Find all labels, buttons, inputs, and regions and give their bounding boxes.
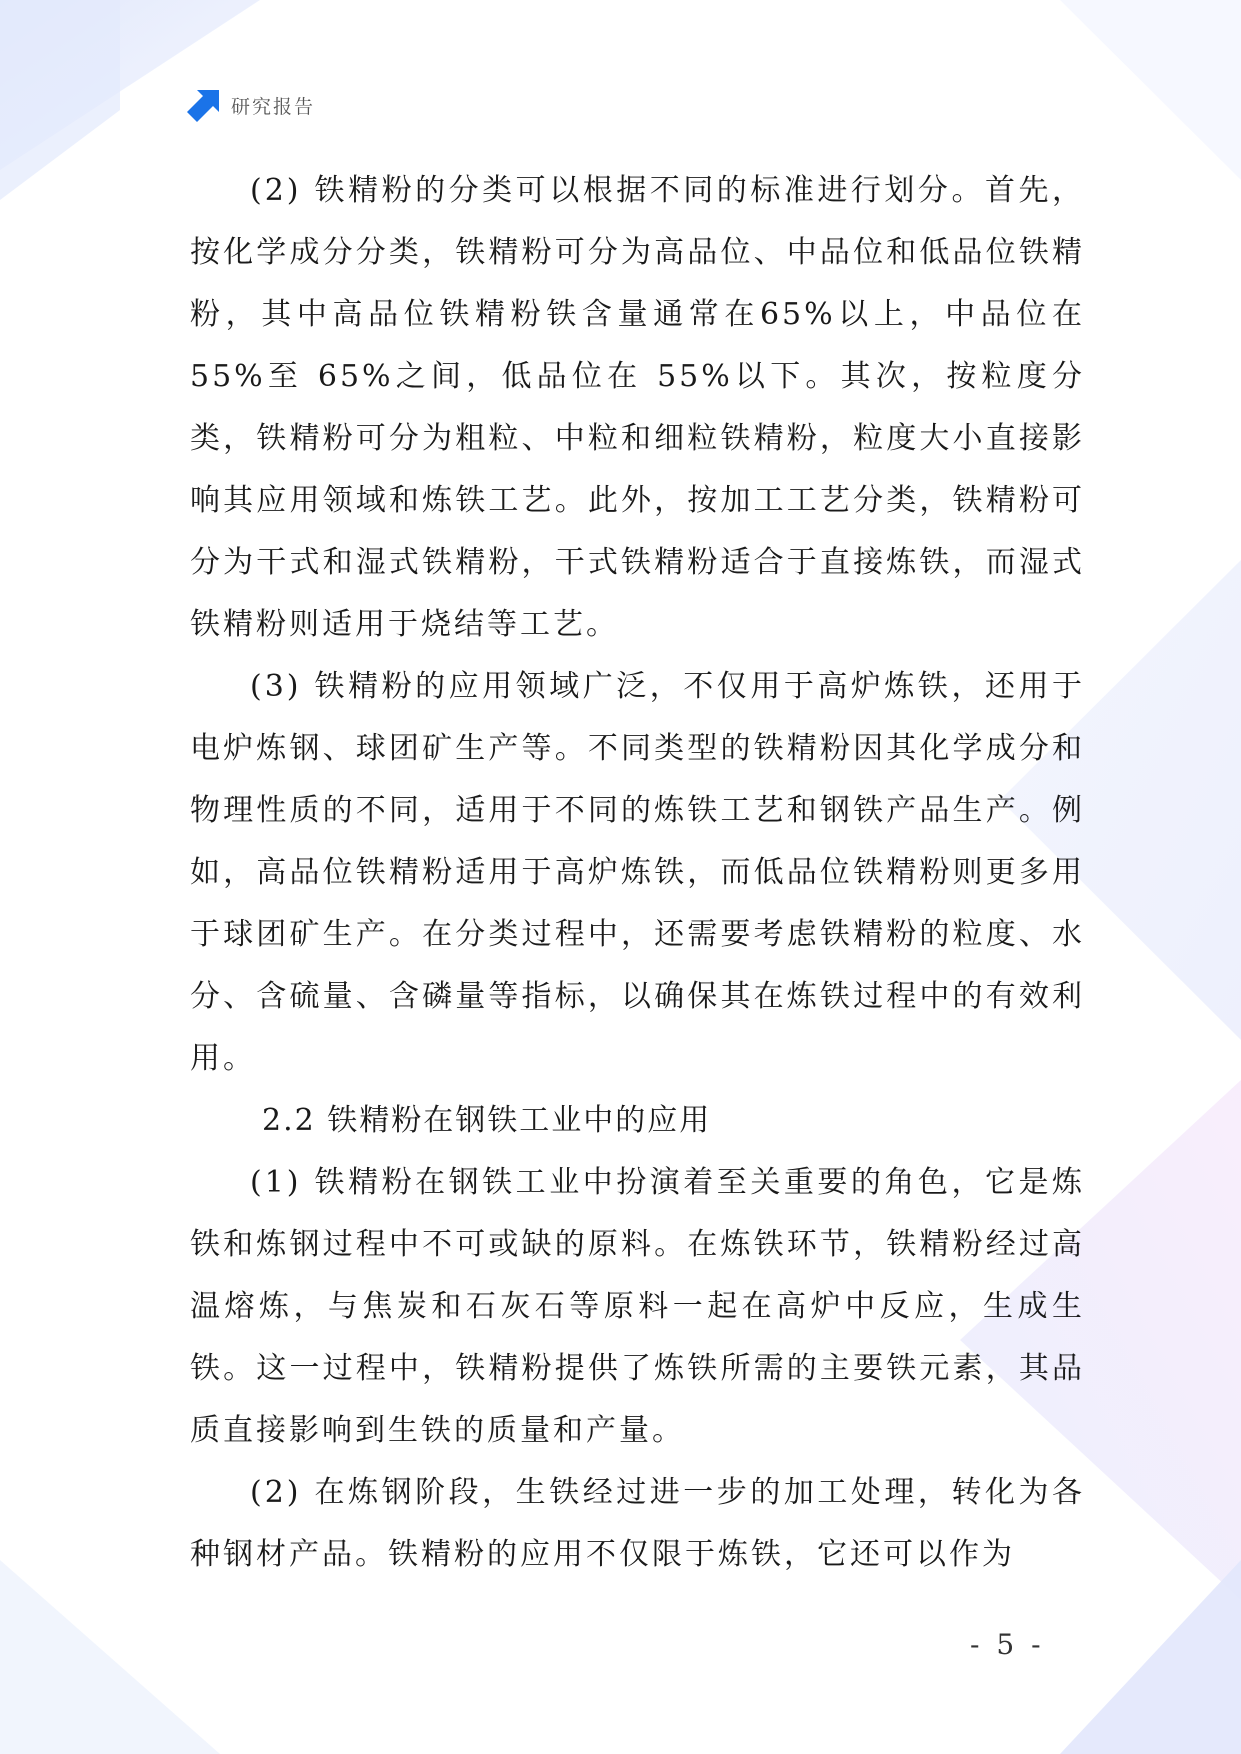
header-title: 研究报告 bbox=[231, 95, 316, 118]
paragraph: (2) 在炼钢阶段，生铁经过进一步的加工处理，转化为各种钢材产品。铁精粉的应用不仅限于炼铁，它还可以作为 bbox=[190, 1475, 1085, 1572]
paragraph: (2) 铁精粉的分类可以根据不同的标准进行划分。首先，按化学成分分类，铁精粉可分为高品位、中品位和低品位铁精粉，其中高品位铁精粉铁含量通常在65%以上，中品位在55%至 65%之间，低品位在 55%以下。其次，按粒度分类，铁精粉可分为粗粒、中粒和细粒铁精粉，粒度大小直接影响其应用领域和炼铁工艺。此外，按加工工艺分类，铁精粉可分为干式和湿式铁精粉，干式铁精粉适合于直接炼铁，而湿式铁精粉则适用于烧结等工艺。 bbox=[190, 173, 1085, 642]
paragraph: (1) 铁精粉在钢铁工业中扮演着至关重要的角色，它是炼铁和炼钢过程中不可或缺的原料。在炼铁环节，铁精粉经过高温熔炼，与焦炭和石灰石等原料一起在高炉中反应，生成生铁。这一过程中，铁精粉提供了炼铁所需的主要铁元素，其品质直接影响到生铁的质量和产量。 bbox=[190, 1165, 1085, 1448]
document-body bbox=[190, 160, 1085, 1586]
paragraph: (3) 铁精粉的应用领域广泛，不仅用于高炉炼铁，还用于电炉炼钢、球团矿生产等。不同类型的铁精粉因其化学成分和物理性质的不同，适用于不同的炼铁工艺和钢铁产品生产。例如，高品位铁精粉适用于高炉炼铁，而低品位铁精粉则更多用于球团矿生产。在分类过程中，还需要考虑铁精粉的粒度、水分、含硫量、含磷量等指标，以确保其在炼铁过程中的有效利用。 bbox=[190, 669, 1085, 1076]
arrow-up-right-icon bbox=[187, 88, 221, 122]
page-number: - 5 - bbox=[970, 1628, 1045, 1661]
report-header bbox=[187, 88, 315, 122]
section-heading: 2.2 铁精粉在钢铁工业中的应用 bbox=[262, 1103, 712, 1138]
